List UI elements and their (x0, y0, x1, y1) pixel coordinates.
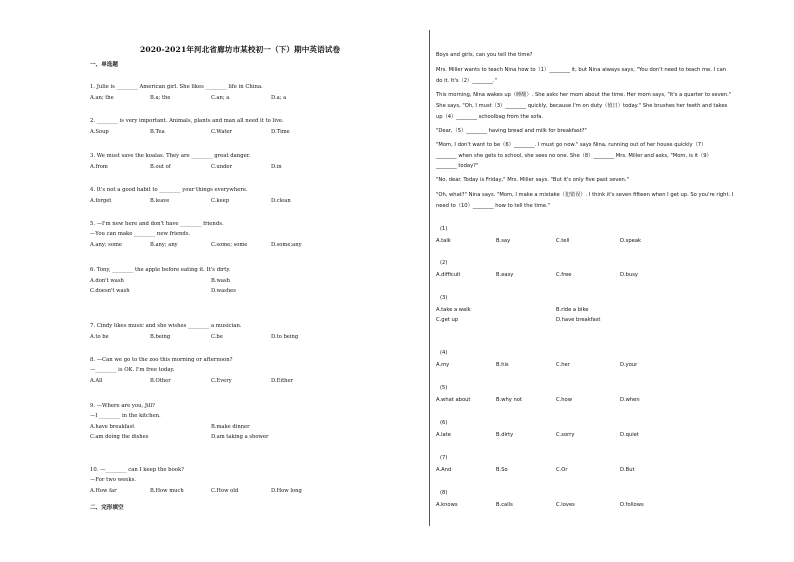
passage-line: up（4）________ schoolbag from the sofa. (436, 114, 544, 120)
answer-option: C.keep (211, 198, 230, 204)
question-stem: 4. It's not a good habit to ________ your things everywhere. (90, 187, 248, 193)
cloze-number: (3) (440, 295, 448, 301)
cloze-option: A.And (436, 467, 452, 473)
passage-line: ________ today?" (436, 163, 479, 169)
question-stem: 8. —Can we go to the zoo this morning or afternoon? (90, 357, 233, 363)
answer-option: B.a; the (150, 95, 171, 101)
answer-option: D.Either (271, 378, 294, 384)
question-stem: —For two weeks. (90, 477, 137, 483)
question-stem: 3. We must save the koalas. They are ________ great danger. (90, 153, 251, 159)
answer-option: A.to be (90, 334, 109, 340)
answer-option: B.wash (211, 278, 230, 284)
question-stem: —You can make ________ new friends. (90, 231, 191, 237)
answer-option: C.doesn't wash (90, 288, 130, 294)
passage-line: need to（10）________ how to tell the time." (436, 203, 551, 209)
cloze-option: C.tell (556, 238, 570, 244)
answer-option: B.being (150, 334, 171, 340)
cloze-option: D.have breakfast (556, 317, 601, 323)
answer-option: D.a; a (271, 95, 287, 101)
answer-option: C.How old (211, 488, 239, 494)
answer-option: A.any; some (90, 242, 122, 248)
cloze-option: C.sorry (556, 432, 575, 438)
cloze-option: A.what about (436, 397, 471, 403)
cloze-option: B.So (496, 467, 508, 473)
answer-option: B.out of (150, 164, 171, 170)
column-divider (429, 30, 430, 526)
answer-option: D.am taking a shower (211, 434, 269, 440)
passage-line: "No, dear. Today is Friday," Mrs. Miller says. "But it's only five past seven." (436, 177, 629, 183)
answer-option: C.some; some (211, 242, 248, 248)
answer-option: A.don't wash (90, 278, 124, 284)
answer-option: A.from (90, 164, 108, 170)
cloze-number: (8) (440, 490, 448, 496)
cloze-number: (2) (440, 260, 448, 266)
cloze-option: D.busy (620, 272, 638, 278)
cloze-option: C.loves (556, 502, 575, 508)
cloze-number: (1) (440, 226, 448, 232)
cloze-option: D.follows (620, 502, 644, 508)
cloze-option: A.my (436, 362, 450, 368)
question-stem: 10. —________ can I keep the book? (90, 467, 185, 473)
passage-line: ________ when she gets to school, she sees no one. She（8）________ Mrs. Miller and asks, "Mom, is it（9） (436, 153, 712, 159)
exam-title: 2020-2021年河北省廊坊市某校初一（下）期中英语试卷 (140, 45, 341, 54)
answer-option: C.an; a (211, 95, 230, 101)
question-stem: —________ is OK. I'm free today. (90, 367, 175, 373)
cloze-option: B.calls (496, 502, 513, 508)
cloze-option: B.his (496, 362, 509, 368)
answer-option: B.make dinner (211, 424, 250, 430)
answer-option: C.am doing the dishes (90, 434, 149, 440)
answer-option: B.Other (150, 378, 171, 384)
cloze-option: C.how (556, 397, 572, 403)
cloze-option: B.why not (496, 397, 522, 403)
answer-option: A.How far (90, 488, 117, 494)
cloze-option: D.quiet (620, 432, 639, 438)
cloze-option: D.speak (620, 238, 642, 244)
cloze-option: A.talk (436, 238, 451, 244)
answer-option: D.to being (271, 334, 299, 340)
question-stem: 6. Tony, ________ the apple before eating it. It's dirty. (90, 267, 231, 273)
answer-option: D.How long (271, 488, 302, 494)
cloze-option: D.your (620, 362, 638, 368)
answer-option: B.How much (150, 488, 184, 494)
answer-option: B.leave (150, 198, 170, 204)
question-stem: 1. Julie is ________ American girl. She likes ________ life in China. (90, 84, 263, 90)
answer-option: D.Time (271, 129, 290, 135)
answer-option: D.washes (211, 288, 236, 294)
cloze-number: (6) (440, 420, 448, 426)
answer-option: C.be (211, 334, 223, 340)
answer-option: A.Soup (90, 129, 109, 135)
cloze-option: A.take a walk (436, 307, 471, 313)
passage-line: Boys and girls, can you tell the time? (436, 52, 533, 58)
cloze-option: D.But (620, 467, 635, 473)
passage-line: "Oh, what?" Nina says. "Mom, I make a mistake（犯错误）. I think it's seven fifteen when I get up. So you're right. I (436, 192, 734, 198)
answer-option: C.Every (211, 378, 232, 384)
answer-option: C.under (211, 164, 232, 170)
answer-option: B.Tea (150, 129, 165, 135)
passage-line: "Dear,（5）________ having bread and milk for breakfast?" (436, 128, 587, 134)
passage-line: "Mom, I don't want to be（6）________. I must go now." says Nina, running out of her house quickly（7） (436, 142, 707, 148)
passage-line: do it. It's（2）________." (436, 78, 498, 84)
passage-line: Mrs. Miller wants to teach Nina how to（1）________ it, but Nina always says, "You don't need to teach me. I can (436, 67, 727, 73)
question-stem: 9. —Where are you, Jill? (90, 403, 155, 409)
question-stem: 5. —I'm new here and don't have ________ friends. (90, 221, 224, 227)
answer-option: D.clean (271, 198, 291, 204)
cloze-option: C.get up (436, 317, 459, 323)
passage-line: She says, "Oh, I must（3）________ quickly, because I'm on duty（值日）today." She brushes her teeth and takes (436, 103, 728, 109)
cloze-number: (7) (440, 455, 448, 461)
question-stem: —I ________ in the kitchen. (90, 413, 161, 419)
answer-option: A.All (90, 378, 103, 384)
answer-option: B.any; any (150, 242, 178, 248)
cloze-option: C.Or (556, 467, 568, 473)
cloze-option: A.late (436, 432, 451, 438)
question-stem: 7. Cindy likes music and she wishes ________ a musician. (90, 323, 242, 329)
answer-option: D.in (271, 164, 282, 170)
passage-line: This morning, Nina wakes up（睡醒）. She asks her mom about the time. Her mom says, "It's a quarter to seven." (436, 92, 732, 98)
section-heading-cloze: 二、完形填空 (90, 505, 124, 511)
answer-option: D.some;any (271, 242, 302, 248)
answer-option: A.have breakfast (90, 424, 135, 430)
answer-option: A.an; the (90, 95, 114, 101)
cloze-number: (5) (440, 385, 448, 391)
answer-option: C.Water (211, 129, 233, 135)
cloze-option: A.difficult (436, 272, 461, 278)
cloze-option: C.her (556, 362, 570, 368)
cloze-option: B.easy (496, 272, 514, 278)
section-heading-single-choice: 一、单选题 (90, 62, 118, 68)
question-stem: 2. ________ is very important. Animals, plants and man all need it to live. (90, 118, 284, 124)
cloze-option: A.knows (436, 502, 458, 508)
cloze-option: B.say (496, 238, 511, 244)
cloze-option: B.ride a bike (556, 307, 589, 313)
answer-option: A.forget (90, 198, 112, 204)
cloze-number: (4) (440, 350, 448, 356)
cloze-option: C.free (556, 272, 572, 278)
cloze-option: D.when (620, 397, 640, 403)
cloze-option: B.dirty (496, 432, 514, 438)
